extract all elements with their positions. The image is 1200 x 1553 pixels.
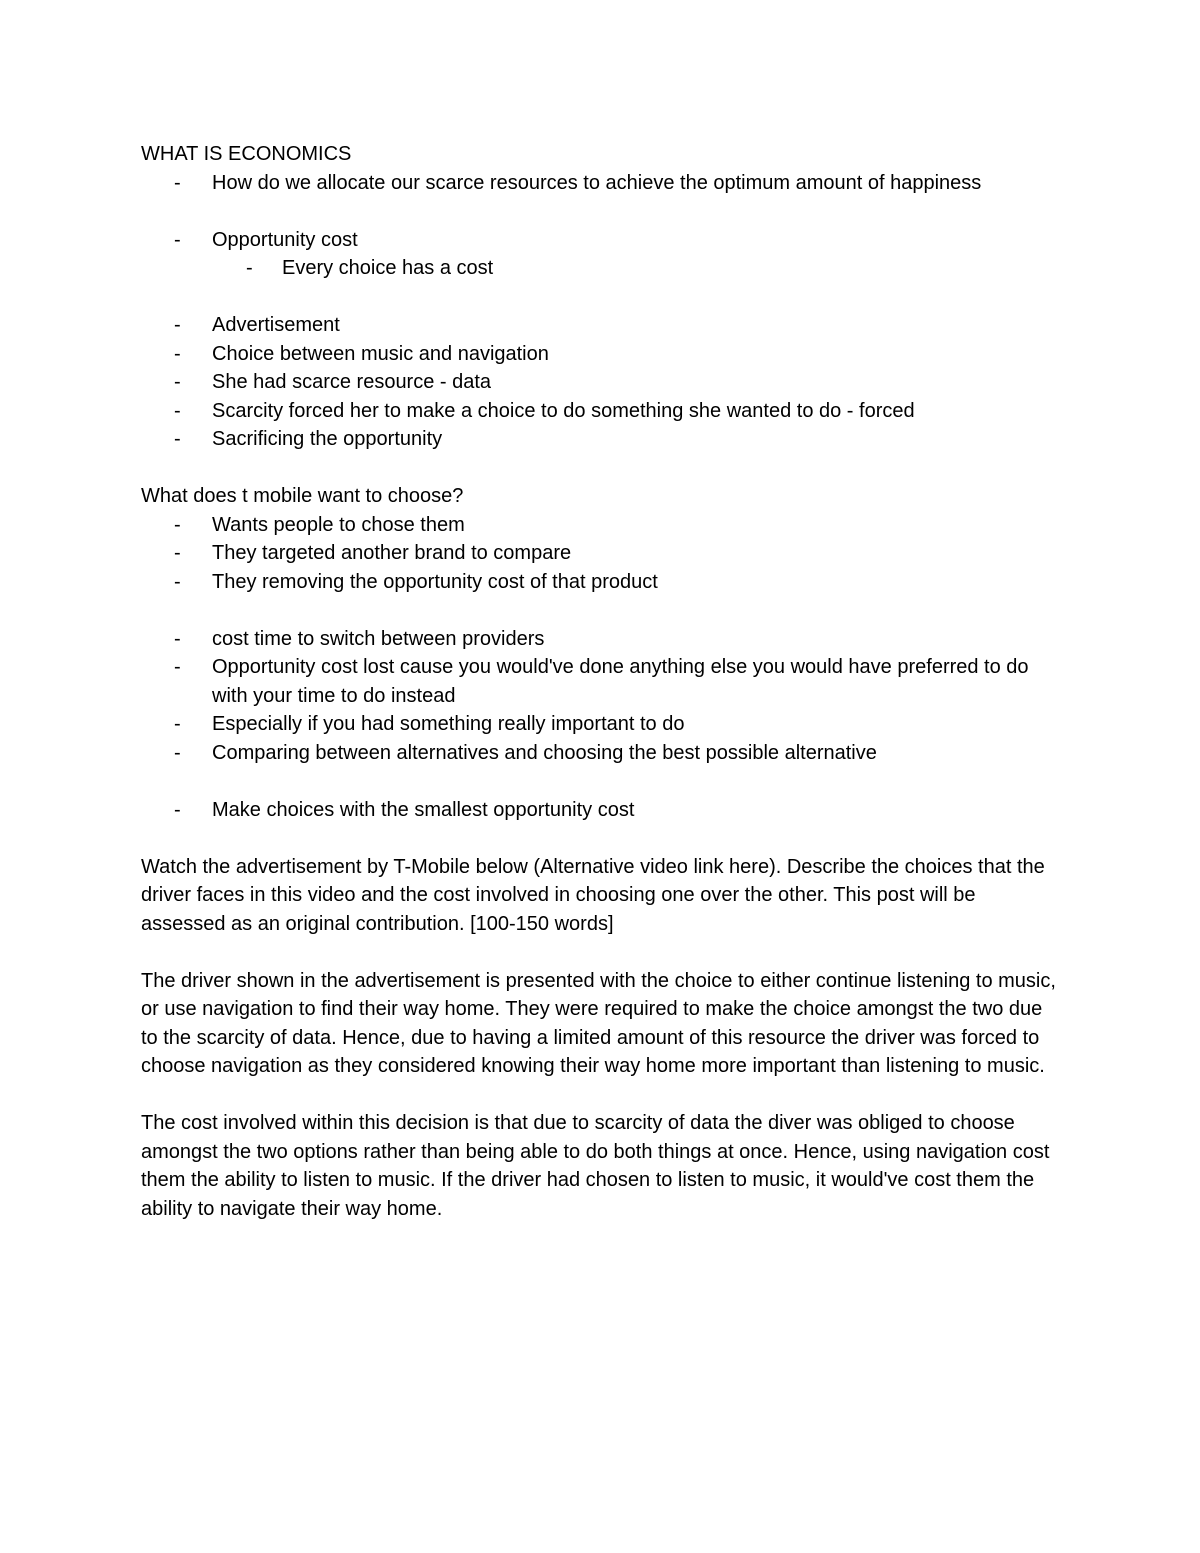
bullet-list [141, 169, 1061, 198]
dash-bullet-icon: - [174, 542, 181, 564]
list-item [141, 710, 1061, 739]
spacer [141, 283, 1061, 312]
spacer [141, 938, 1061, 967]
dash-bullet-icon: - [174, 399, 181, 422]
list-item-text: Scarcity forced her to make a choice to do something she wanted to do - forced [212, 399, 915, 422]
list-item-text: Choice between music and navigation [212, 342, 549, 365]
list-item [141, 796, 1061, 825]
bullet-list [141, 226, 1061, 255]
sub-bullet-list [141, 254, 1061, 283]
dash-bullet-icon: - [174, 428, 181, 450]
spacer [141, 197, 1061, 226]
dash-bullet-icon: - [174, 741, 181, 764]
list-item-text: Every choice has a cost [282, 257, 494, 279]
list-item-text: How do we allocate our scarce resources to achieve the optimum amount of happiness [212, 171, 982, 194]
bullet-list [141, 511, 1061, 597]
dash-bullet-icon: - [174, 656, 181, 678]
dash-bullet-icon: - [174, 713, 181, 735]
list-item [141, 397, 1061, 426]
list-item [141, 539, 1061, 568]
dash-bullet-icon: - [174, 570, 181, 593]
prompt-paragraph: Watch the advertisement by T-Mobile below (Alternative video link here). Describe the choices that the driver faces in this video and the cost involved in choosing one over the other. This post will be assessed as an original contribution. [100-150 words] [141, 855, 1045, 935]
list-item-text: Make choices with the smallest opportunity cost [212, 798, 635, 821]
list-item-text: Advertisement [212, 314, 340, 336]
list-item-text: Opportunity cost [212, 228, 358, 251]
list-item [141, 653, 1061, 710]
list-item [141, 340, 1061, 369]
dash-bullet-icon: - [174, 171, 181, 194]
dash-bullet-icon: - [174, 342, 181, 365]
spacer [141, 767, 1061, 796]
list-item-text: Especially if you had something really important to do [212, 713, 685, 735]
list-item [141, 511, 1061, 540]
section-heading-economics: WHAT IS ECONOMICS [141, 143, 352, 165]
spacer [141, 824, 1061, 853]
list-item-text: They targeted another brand to compare [212, 542, 572, 564]
answer-paragraph-1: The driver shown in the advertisement is presented with the choice to either continue listening to music, or use navigation to find their way home. They were required to make the choice amongst the two due to the scarcity of data. Hence, due to having a limited amount of this resource the driver was forced to choose navigation as they considered knowing their way home more important than listening to music. [141, 969, 1056, 1077]
list-item-text: They removing the opportunity cost of that product [212, 570, 658, 593]
dash-bullet-icon: - [174, 371, 181, 393]
list-item [141, 169, 1061, 198]
dash-bullet-icon: - [174, 228, 181, 251]
list-item-text: Sacrificing the opportunity [212, 428, 443, 450]
list-item-text: Comparing between alternatives and choosing the best possible alternative [212, 741, 877, 764]
list-item [141, 425, 1061, 454]
list-item-text: Wants people to chose them [212, 513, 465, 536]
list-item-text: She had scarce resource - data [212, 371, 492, 393]
document-body [141, 140, 1061, 1223]
spacer [141, 1081, 1061, 1110]
section-heading-tmobile: What does t mobile want to choose? [141, 485, 464, 507]
spacer [141, 454, 1061, 483]
dash-bullet-icon: - [174, 627, 181, 650]
list-item [141, 254, 1061, 283]
list-item [141, 226, 1061, 255]
list-item [141, 739, 1061, 768]
list-item [141, 311, 1061, 340]
spacer [141, 596, 1061, 625]
dash-bullet-icon: - [174, 314, 181, 336]
dash-bullet-icon: - [246, 257, 253, 279]
dash-bullet-icon: - [174, 798, 181, 821]
answer-paragraph-2: The cost involved within this decision is that due to scarcity of data the diver was obliged to choose amongst the two options rather than being able to do both things at once. Hence, using navigation cost them the ability to listen to music. If the driver had chosen to listen to music, it would've cost them the ability to navigate their way home. [141, 1112, 1050, 1220]
bullet-list [141, 796, 1061, 825]
bullet-list [141, 311, 1061, 454]
list-item [141, 568, 1061, 597]
list-item-text: Opportunity cost lost cause you would've done anything else you would have preferred to do with your time to do instead [212, 656, 1029, 707]
list-item [141, 625, 1061, 654]
bullet-list [141, 625, 1061, 768]
list-item [141, 368, 1061, 397]
dash-bullet-icon: - [174, 513, 181, 536]
list-item-text: cost time to switch between providers [212, 627, 545, 650]
